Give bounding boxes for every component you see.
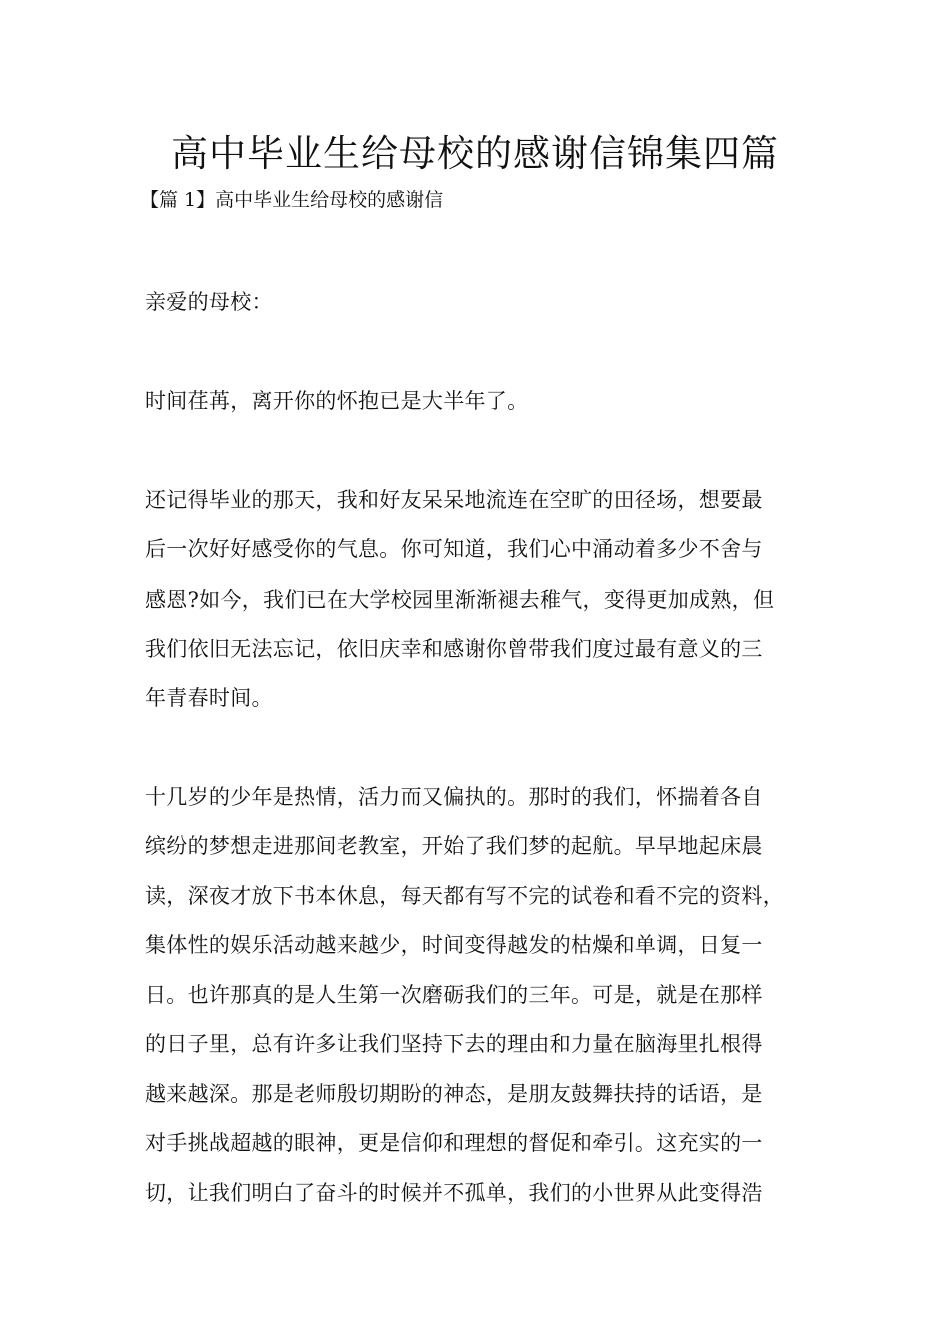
section-heading: 【篇 1】高中毕业生给母校的感谢信 — [140, 189, 444, 211]
paragraph-line: 切，让我们明白了奋斗的时候并不孤单，我们的小世界从此变得浩 — [145, 1181, 763, 1205]
paragraph-line: 越来越深。那是老师殷切期盼的神态，是朋友鼓舞扶持的话语，是 — [145, 1082, 763, 1106]
paragraph-line: 的日子里，总有许多让我们坚持下去的理由和力量在脑海里扎根得 — [145, 1032, 763, 1056]
paragraph-line: 缤纷的梦想走进那间老教室，开始了我们梦的起航。早早地起床晨 — [145, 834, 763, 858]
greeting-line: 亲爱的母校： — [145, 290, 273, 314]
paragraph-line: 对手挑战超越的眼神，更是信仰和理想的督促和牵引。这充实的一 — [145, 1131, 763, 1155]
paragraph-line: 年青春时间。 — [145, 686, 273, 710]
paragraph-line: 读，深夜才放下书本休息，每天都有写不完的试卷和看不完的资料， — [145, 884, 784, 908]
paragraph-line: 感恩?如今，我们已在大学校园里渐渐褪去稚气，变得更加成熟，但 — [145, 588, 775, 612]
paragraph-line: 后一次好好感受你的气息。你可知道，我们心中涌动着多少不舍与 — [145, 537, 763, 561]
paragraph-line: 日。也许那真的是人生第一次磨砺我们的三年。可是，就是在那样 — [145, 983, 763, 1007]
document-title: 高中毕业生给母校的感谢信锦集四篇 — [171, 132, 779, 175]
paragraph-line: 时间荏苒，离开你的怀抱已是大半年了。 — [145, 389, 529, 413]
paragraph-line: 十几岁的少年是热情，活力而又偏执的。那时的我们，怀揣着各自 — [145, 785, 763, 809]
paragraph-line: 集体性的娱乐活动越来越少，时间变得越发的枯燥和单调，日复一 — [145, 933, 763, 957]
paragraph-line: 我们依旧无法忘记，依旧庆幸和感谢你曾带我们度过最有意义的三 — [145, 637, 763, 661]
paragraph-line: 还记得毕业的那天，我和好友呆呆地流连在空旷的田径场，想要最 — [145, 488, 763, 512]
